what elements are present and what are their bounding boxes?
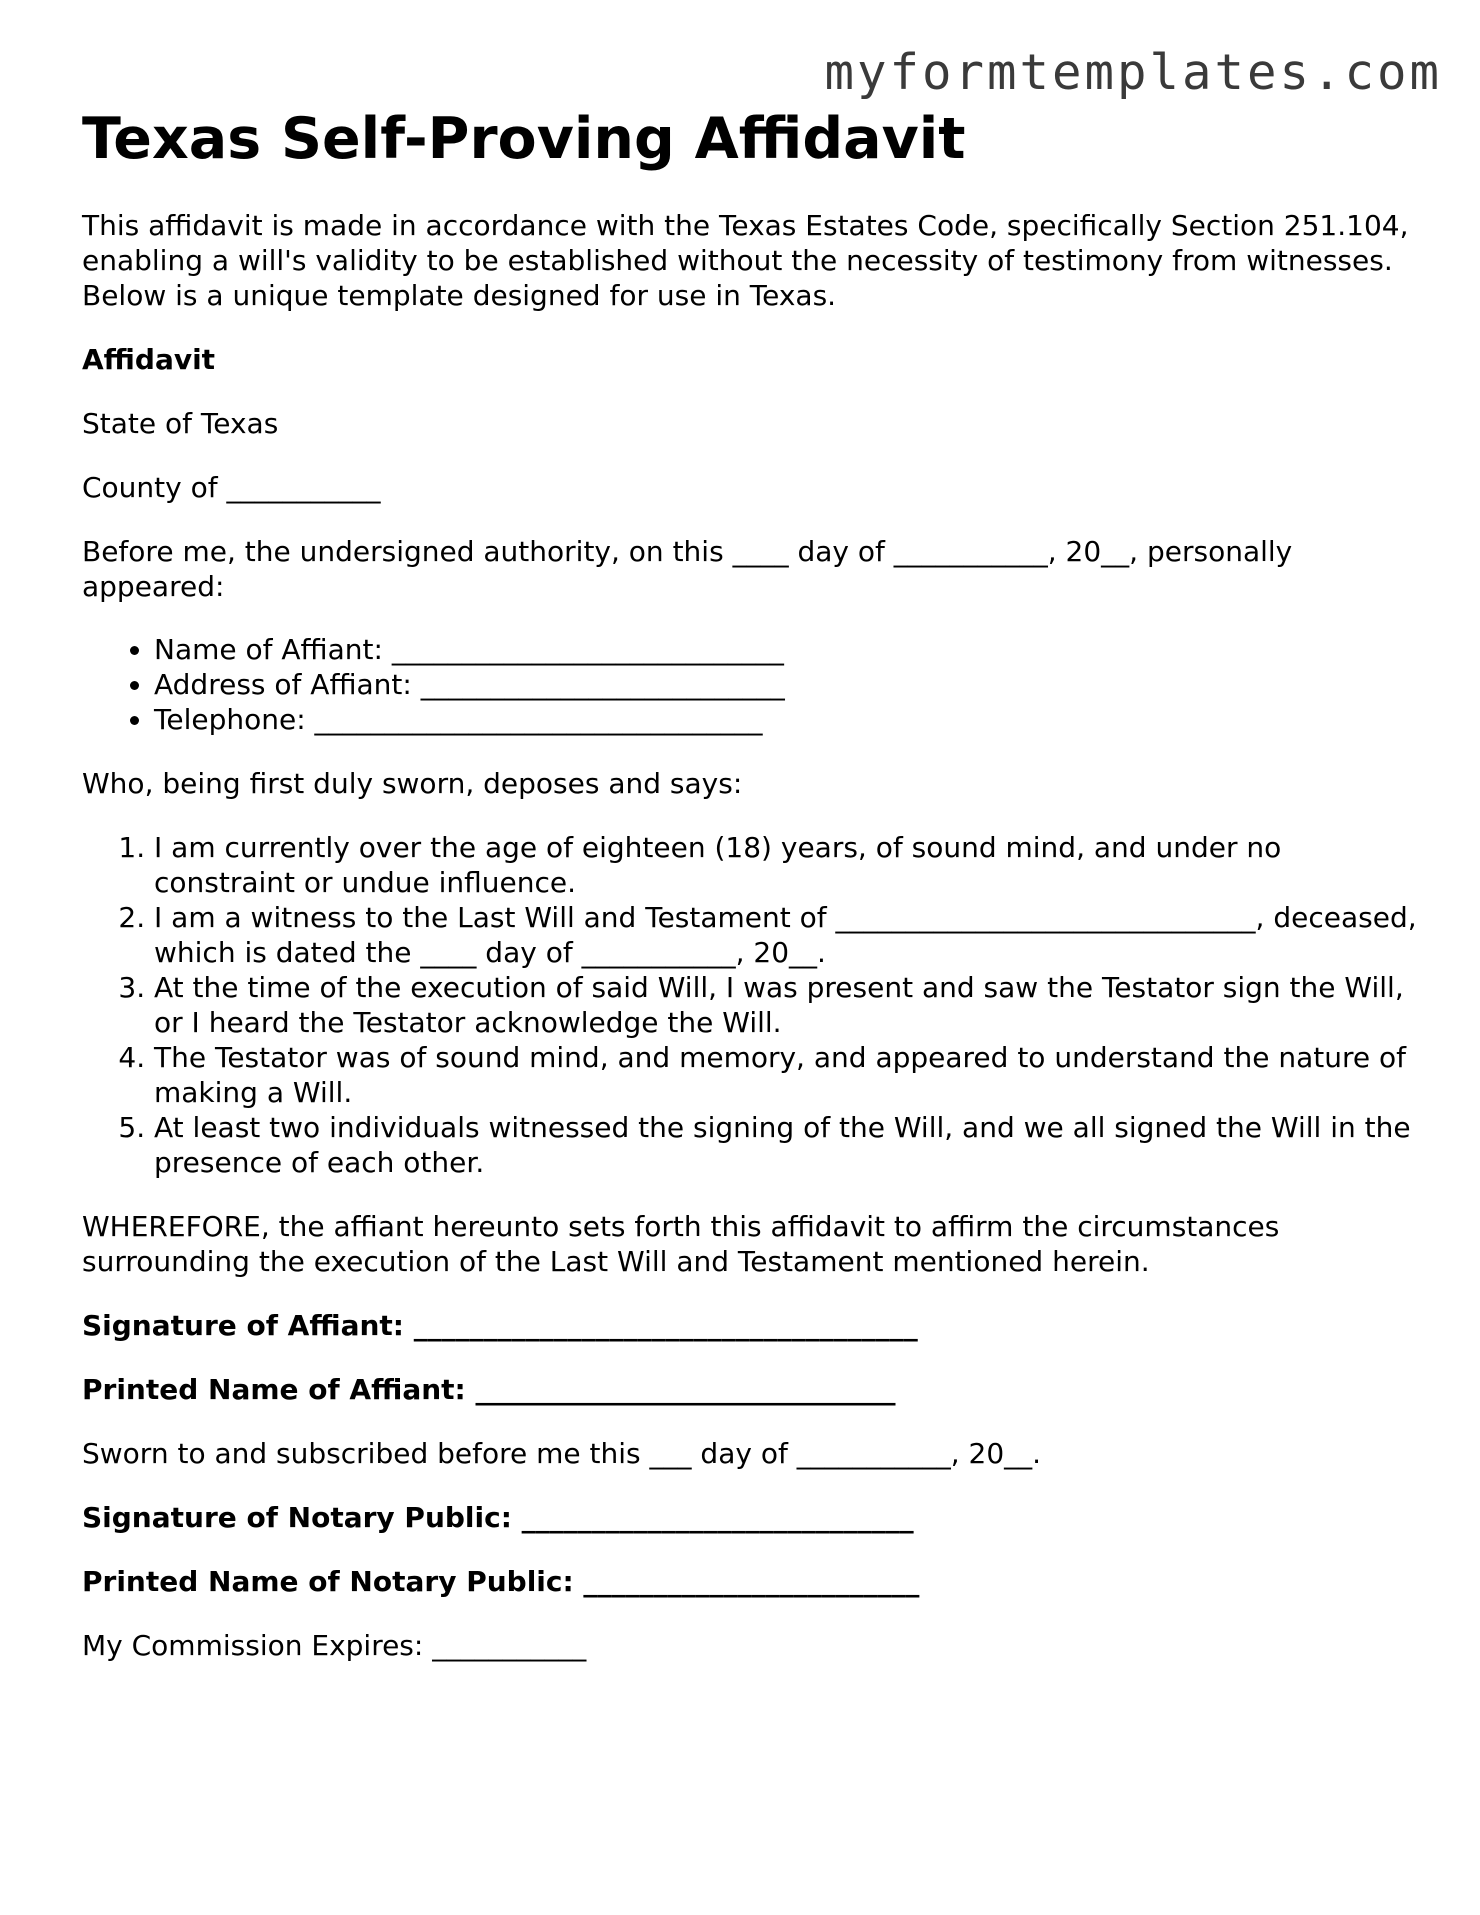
affiant-fields-list (82, 632, 1422, 737)
document-page (82, 104, 1422, 1692)
commission-expires-line: My Commission Expires: ___________ (82, 1629, 587, 1662)
appearance-paragraph: Before me, the undersigned authority, on this ____ day of ___________, 20__, personally appeared: (82, 535, 1293, 603)
signature-notary-line: Signature of Notary Public: ____________________________ (82, 1501, 914, 1534)
sworn-intro: Who, being first duly sworn, deposes and says: (82, 767, 743, 800)
signature-affiant-line: Signature of Affiant: ____________________________________ (82, 1309, 918, 1342)
statement-item: 1. I am currently over the age of eighteen (18) years, of sound mind, and under no constraint or undue influence. (154, 830, 1422, 900)
statement-item: 4. The Testator was of sound mind, and memory, and appeared to understand the nature of making a Will. (154, 1040, 1422, 1110)
county-line: County of ___________ (82, 471, 381, 504)
statement-item: 2. I am a witness to the Last Will and Testament of ______________________________, deceased, which is dated the ____ day of ___________, 20__. (154, 900, 1422, 970)
document-title: Texas Self-Proving Affidavit (82, 106, 966, 172)
state-line: State of Texas (82, 407, 279, 440)
watermark: myformtemplates.com (824, 44, 1442, 101)
affiant-address-field: • Address of Affiant: __________________________ (154, 667, 1422, 702)
sworn-subscribed-line: Sworn to and subscribed before me this ___ day of ___________, 20__. (82, 1437, 1042, 1470)
wherefore-paragraph: WHEREFORE, the affiant hereunto sets forth this affidavit to affirm the circumstances surrounding the execution of the Last Will and Testament mentioned herein. (82, 1210, 1280, 1278)
statement-item: 5. At least two individuals witnessed the signing of the Will, and we all signed the Will in the presence of each other. (154, 1110, 1422, 1180)
statement-item: 3. At the time of the execution of said Will, I was present and saw the Testator sign the Will, or I heard the Testator acknowledge the Will. (154, 970, 1422, 1040)
statements-list (82, 830, 1422, 1180)
affiant-telephone-field: • Telephone: ________________________________ (154, 702, 1422, 737)
printed-name-affiant-line: Printed Name of Affiant: ______________________________ (82, 1373, 896, 1406)
section-heading: Affidavit (82, 343, 216, 376)
intro-paragraph: This affidavit is made in accordance with the Texas Estates Code, specifically Section 251.104, enabling a will's validity to be established without the necessity of testimony from witnesses. Below is a unique template designed for use in Texas. (82, 209, 1409, 312)
printed-name-notary-line: Printed Name of Notary Public: ________________________ (82, 1565, 920, 1598)
affiant-name-field: • Name of Affiant: ____________________________ (154, 632, 1422, 667)
